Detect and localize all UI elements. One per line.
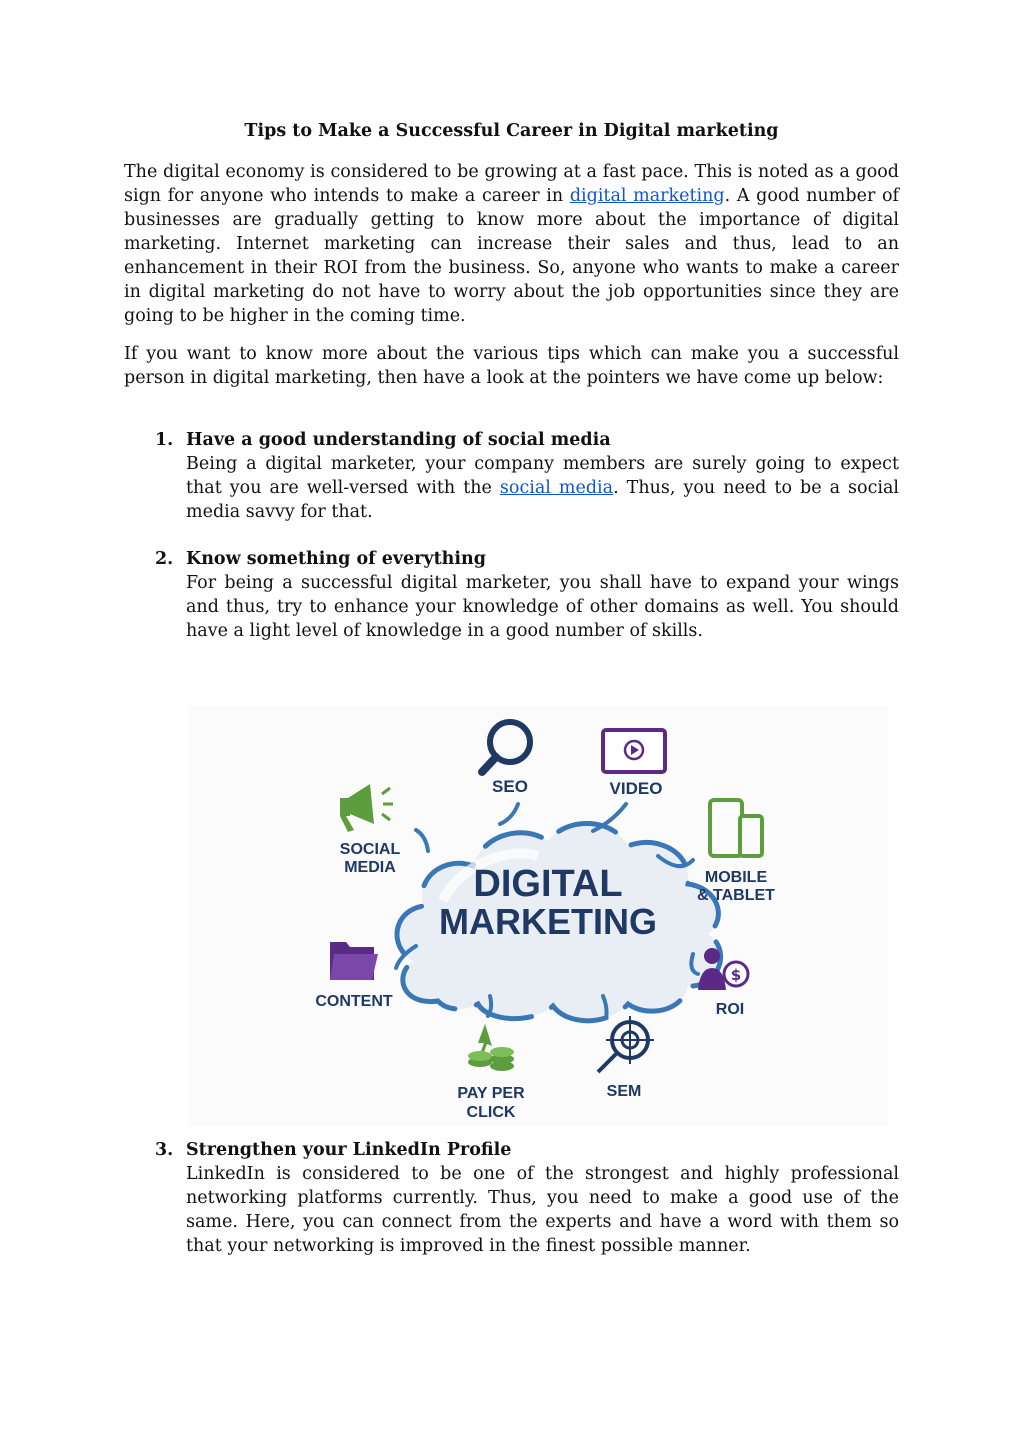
tip-heading: Strengthen your LinkedIn Profile xyxy=(186,1140,512,1160)
arrow-seo xyxy=(500,804,518,824)
tip-number: 1. xyxy=(155,430,174,450)
sem-label: SEM xyxy=(606,1083,642,1100)
diagram-svg xyxy=(188,706,888,1126)
intro-text-after: . A good number of businesses are gradually getting to know more about the importance of digital marketing. Internet marketing can increase their sales and thus, lead to an enhancement in their ROI from the business. So, anyone who wants to make a career in digital marketing do not have to worry about the job opportunities since they are going to be higher in the coming time. xyxy=(124,186,899,326)
sem-target-icon xyxy=(598,1016,654,1072)
video-player-icon xyxy=(603,730,665,772)
mobile-tablet-icon xyxy=(710,800,762,856)
tip-body: LinkedIn is considered to be one of the strongest and highly professional networking platforms currently. Thus, you need to make a good use of the same. Here, you can connect from the experts and have a word with them so that your networking is improved in the finest possible manner. xyxy=(186,1164,899,1256)
social-label-line2: MEDIA xyxy=(344,859,396,876)
ppc-label-line1: PAY PER xyxy=(457,1085,525,1102)
social-media-link[interactable]: social media xyxy=(499,478,614,498)
center-title-line2: MARKETING xyxy=(439,901,657,942)
social-media-megaphone-icon xyxy=(340,784,393,832)
tip-body-after: . Thus, you need to be a social media savvy for that. xyxy=(186,478,899,522)
intro-text-before: The digital economy is considered to be growing at a fast pace. This is noted as a good sign for anyone who intends to make a career in xyxy=(124,162,899,206)
tip-body-before: Being a digital marketer, your company members are surely going to expect that you are well-versed with the xyxy=(186,454,899,498)
lead-paragraph: If you want to know more about the various tips which can make you a successful person in digital marketing, then have a look at the pointers we have come up below: xyxy=(124,344,899,388)
seo-label: SEO xyxy=(492,777,528,796)
content-folder-icon xyxy=(330,942,378,980)
tip-number: 3. xyxy=(155,1140,174,1160)
center-title-line1: DIGITAL xyxy=(473,863,623,905)
social-label-line1: SOCIAL xyxy=(339,841,401,858)
ppc-label-line2: CLICK xyxy=(466,1104,516,1121)
seo-magnifier-icon xyxy=(482,722,530,772)
roi-label: ROI xyxy=(715,1001,745,1018)
mobile-label-line1: MOBILE xyxy=(704,869,768,886)
intro-paragraph xyxy=(124,160,899,328)
digital-marketing-link[interactable]: digital marketing xyxy=(569,186,725,206)
mobile-label-line2: & TABLET xyxy=(697,887,775,904)
digital-marketing-diagram xyxy=(188,706,888,1126)
tip-number: 2. xyxy=(155,549,174,569)
video-label: VIDEO xyxy=(609,779,663,798)
pay-per-click-coins-icon xyxy=(468,1024,514,1071)
arrow-social xyxy=(416,830,428,851)
tip-heading: Know something of everything xyxy=(186,549,486,569)
content-label: CONTENT xyxy=(315,993,393,1010)
svg-text:$: $ xyxy=(730,966,742,984)
tip-body: For being a successful digital marketer, you shall have to expand your wings and thus, try to enhance your knowledge of other domains as well. You should have a light level of knowledge in a good number of skills. xyxy=(186,573,899,641)
tip-heading: Have a good understanding of social media xyxy=(186,430,611,450)
page-title: Tips to Make a Successful Career in Digital marketing xyxy=(244,121,779,141)
tip-body xyxy=(186,452,899,524)
